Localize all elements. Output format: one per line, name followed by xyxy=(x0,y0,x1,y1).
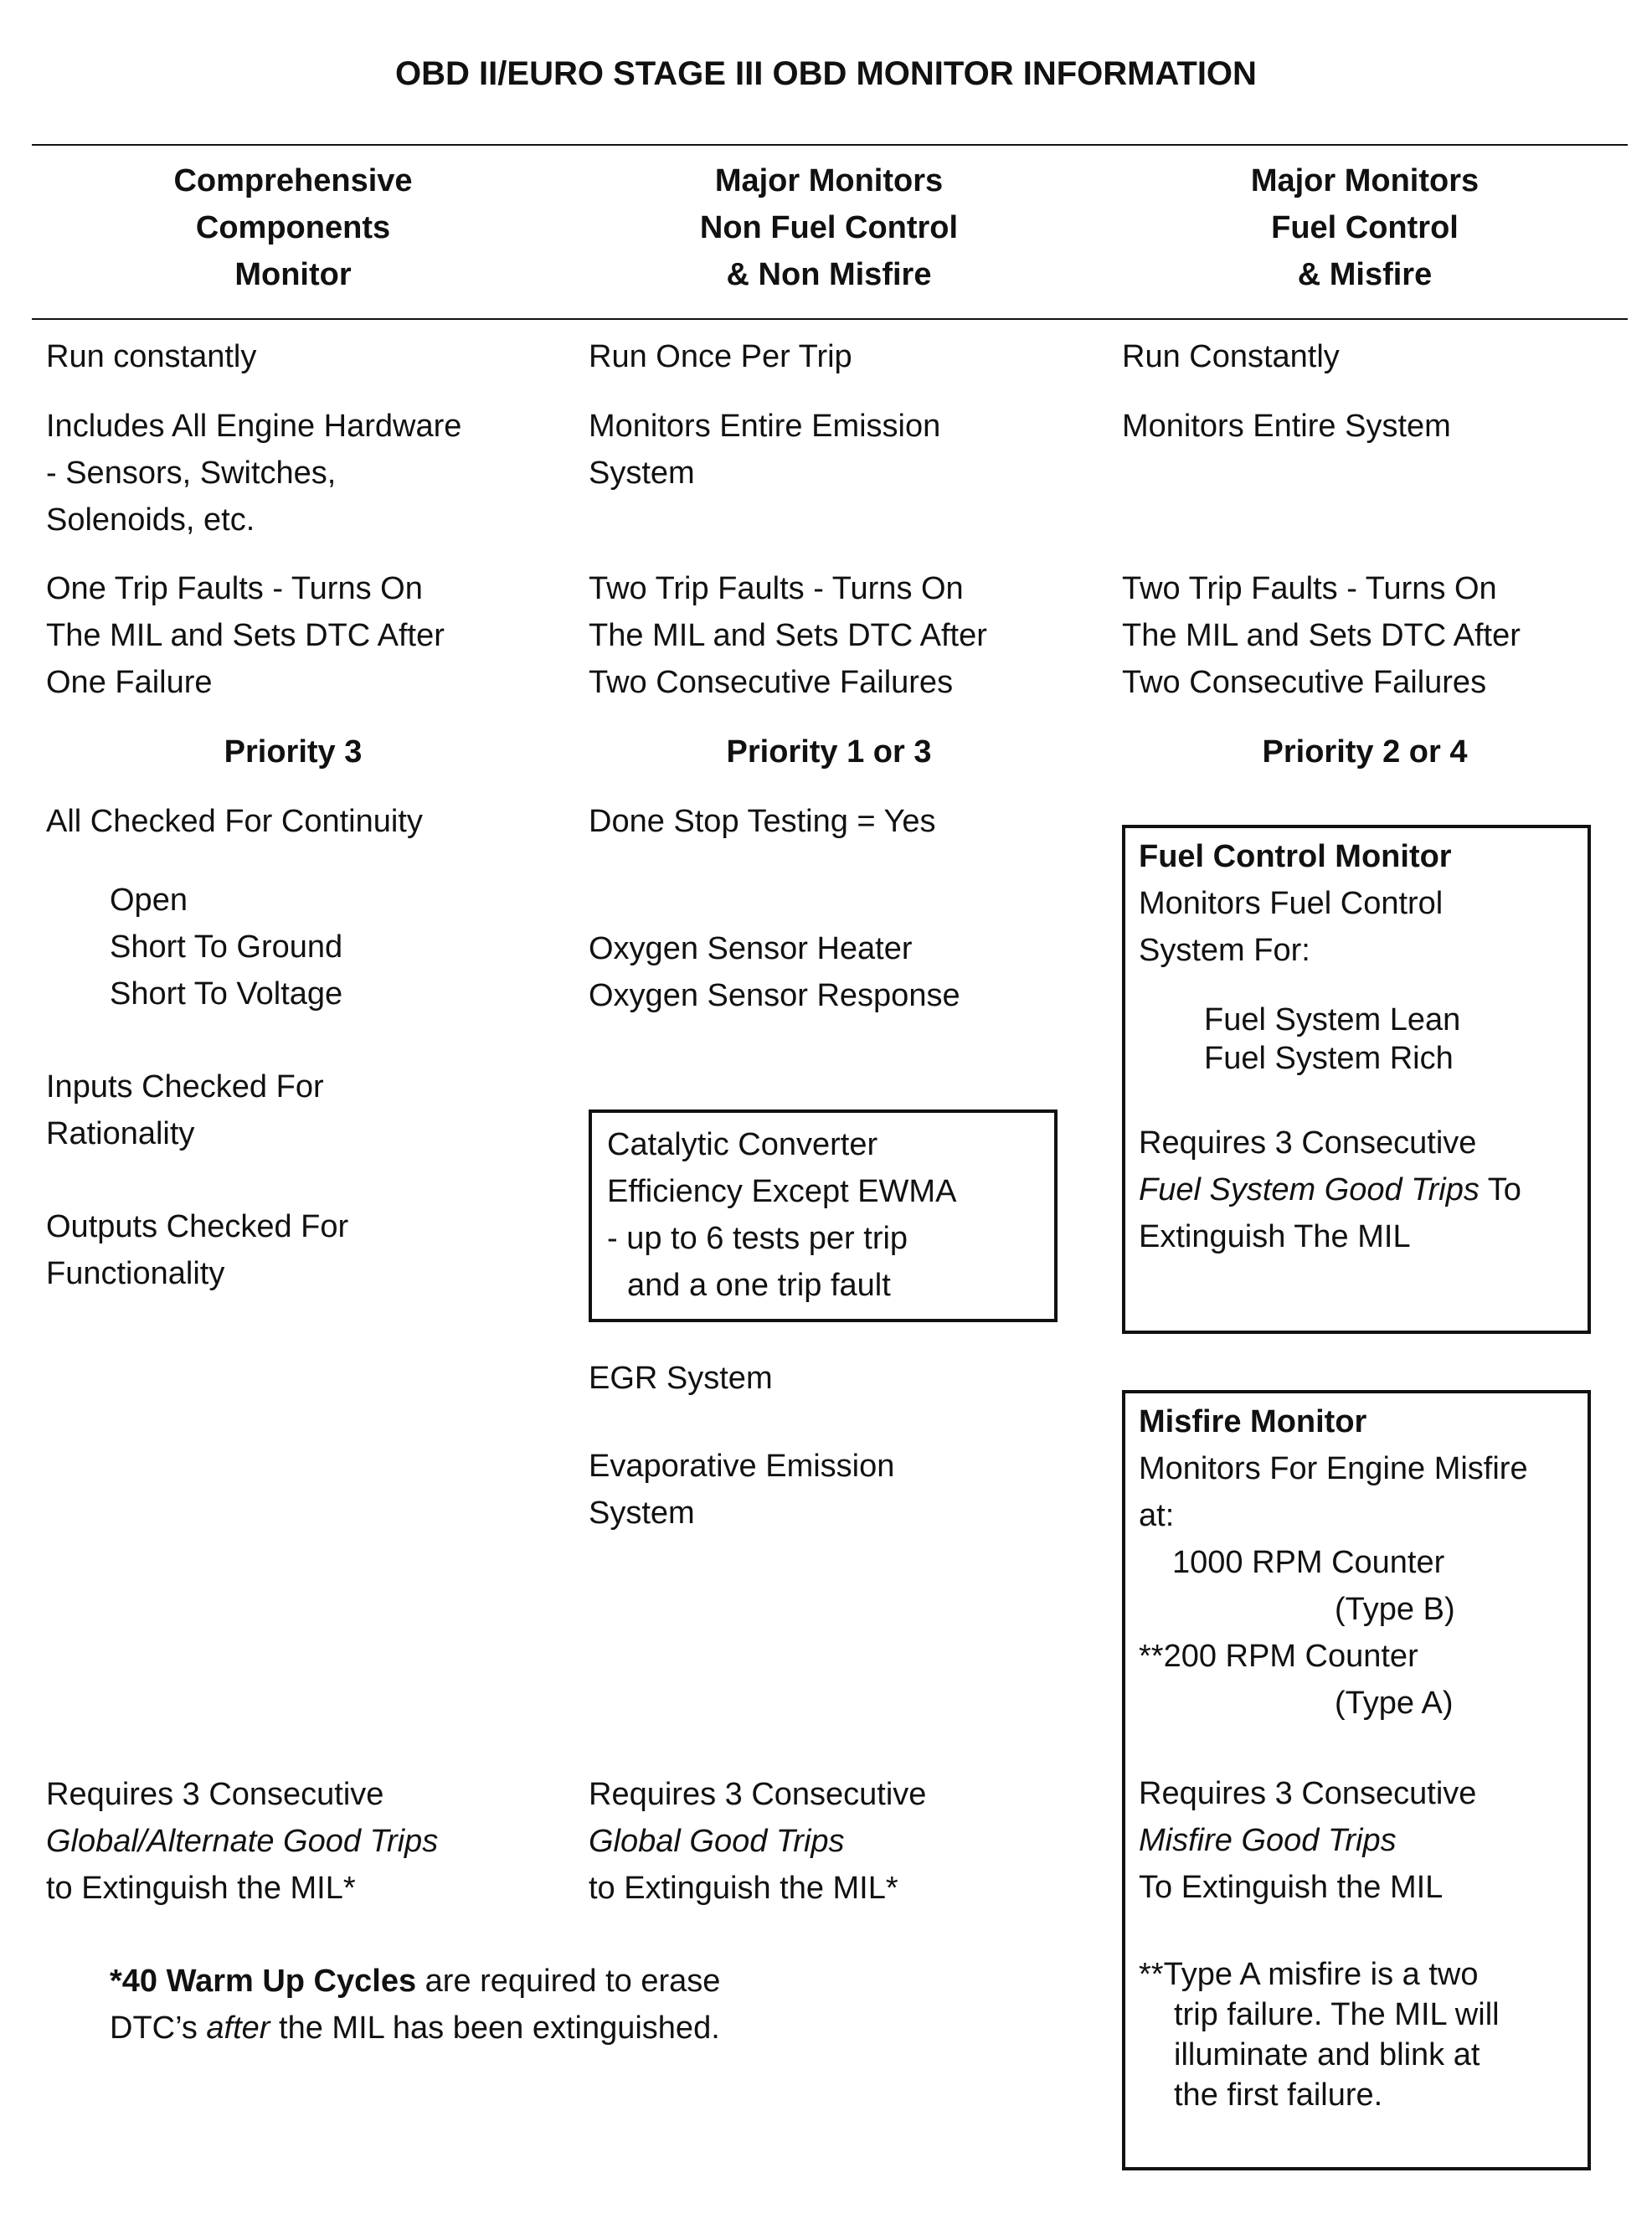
misfire-type-a: (Type A) xyxy=(1335,1686,1454,1721)
col1-faults: One Trip Faults - Turns On The MIL and Sets DTC After One Failure xyxy=(46,571,445,700)
col3-includes: Monitors Entire System xyxy=(1122,409,1451,444)
fuel-box-lines: Monitors Fuel Control System For: xyxy=(1139,886,1444,968)
misfire-box-lines: Monitors For Engine Misfire at: xyxy=(1139,1451,1528,1533)
col3-priority: Priority 2 or 4 xyxy=(1262,734,1468,770)
col1-includes: Includes All Engine Hardware - Sensors, Switches, Solenoids, etc. xyxy=(46,409,462,538)
col1-outputs: Outputs Checked For Functionality xyxy=(46,1209,349,1291)
col3-run: Run Constantly xyxy=(1122,339,1340,374)
col2-done: Done Stop Testing = Yes xyxy=(589,804,936,839)
misfire-monitor-box xyxy=(1122,1390,1591,2170)
col1-inputs: Inputs Checked For Rationality xyxy=(46,1069,324,1151)
col1-header: Comprehensive Components Monitor xyxy=(173,163,413,292)
col2-egr: EGR System xyxy=(589,1361,773,1396)
fuel-box-requires: Requires 3 Consecutive Fuel System Good Trips To Extinguish The MIL xyxy=(1139,1125,1521,1254)
misfire-box-note: **Type A misfire is a two trip failure. The MIL will illuminate and blink at the first failure. xyxy=(1139,1957,1500,2113)
col2-requires: Requires 3 Consecutive Global Good Trips to Extinguish the MIL* xyxy=(589,1777,927,1906)
col3-faults: Two Trip Faults - Turns On The MIL and Sets DTC After Two Consecutive Failures xyxy=(1122,571,1521,700)
warm-up-footnote: *40 Warm Up Cycles are required to erase DTC’s after the MIL has been extinguished. xyxy=(110,1964,721,2046)
misfire-type-b: (Type B) xyxy=(1335,1592,1455,1627)
col1-checks: All Checked For Continuity xyxy=(46,804,423,839)
misfire-box-title: Misfire Monitor xyxy=(1139,1404,1367,1439)
misfire-box-requires: Requires 3 Consecutive Misfire Good Trips To Extinguish the MIL xyxy=(1139,1776,1477,1905)
col2-priority: Priority 1 or 3 xyxy=(726,734,932,770)
col2-includes: Monitors Entire Emission System xyxy=(589,409,941,491)
fuel-box-title: Fuel Control Monitor xyxy=(1139,839,1452,874)
header-rule-top xyxy=(32,144,1628,146)
col2-o2: Oxygen Sensor Heater Oxygen Sensor Response xyxy=(589,931,960,1013)
col2-header: Major Monitors Non Fuel Control & Non Misfire xyxy=(699,163,959,292)
col1-run: Run constantly xyxy=(46,339,257,374)
col2-evap: Evaporative Emission System xyxy=(589,1449,895,1531)
misfire-counter-1000: 1000 RPM Counter xyxy=(1172,1545,1445,1580)
fuel-control-monitor-box xyxy=(1122,825,1591,1334)
misfire-counter-200: **200 RPM Counter xyxy=(1139,1639,1418,1674)
col1-requires: Requires 3 Consecutive Global/Alternate Good Trips to Extinguish the MIL* xyxy=(46,1777,439,1906)
catalytic-converter-box xyxy=(589,1110,1058,1322)
fuel-box-items: Fuel System Lean Fuel System Rich xyxy=(1204,1002,1461,1076)
col3-header: Major Monitors Fuel Control & Misfire xyxy=(1250,163,1480,292)
col2-run: Run Once Per Trip xyxy=(589,339,852,374)
cat-box-text: Catalytic Converter Efficiency Except EWMA - up to 6 tests per trip and a one trip fault xyxy=(607,1127,957,1303)
col2-faults: Two Trip Faults - Turns On The MIL and Sets DTC After Two Consecutive Failures xyxy=(589,571,987,700)
page-title: OBD II/EURO STAGE III OBD MONITOR INFORMATION xyxy=(395,55,1257,92)
header-rule-bottom xyxy=(32,318,1628,320)
col1-priority: Priority 3 xyxy=(224,734,363,770)
col1-checks-list: Open Short To Ground Short To Voltage xyxy=(110,883,343,1012)
